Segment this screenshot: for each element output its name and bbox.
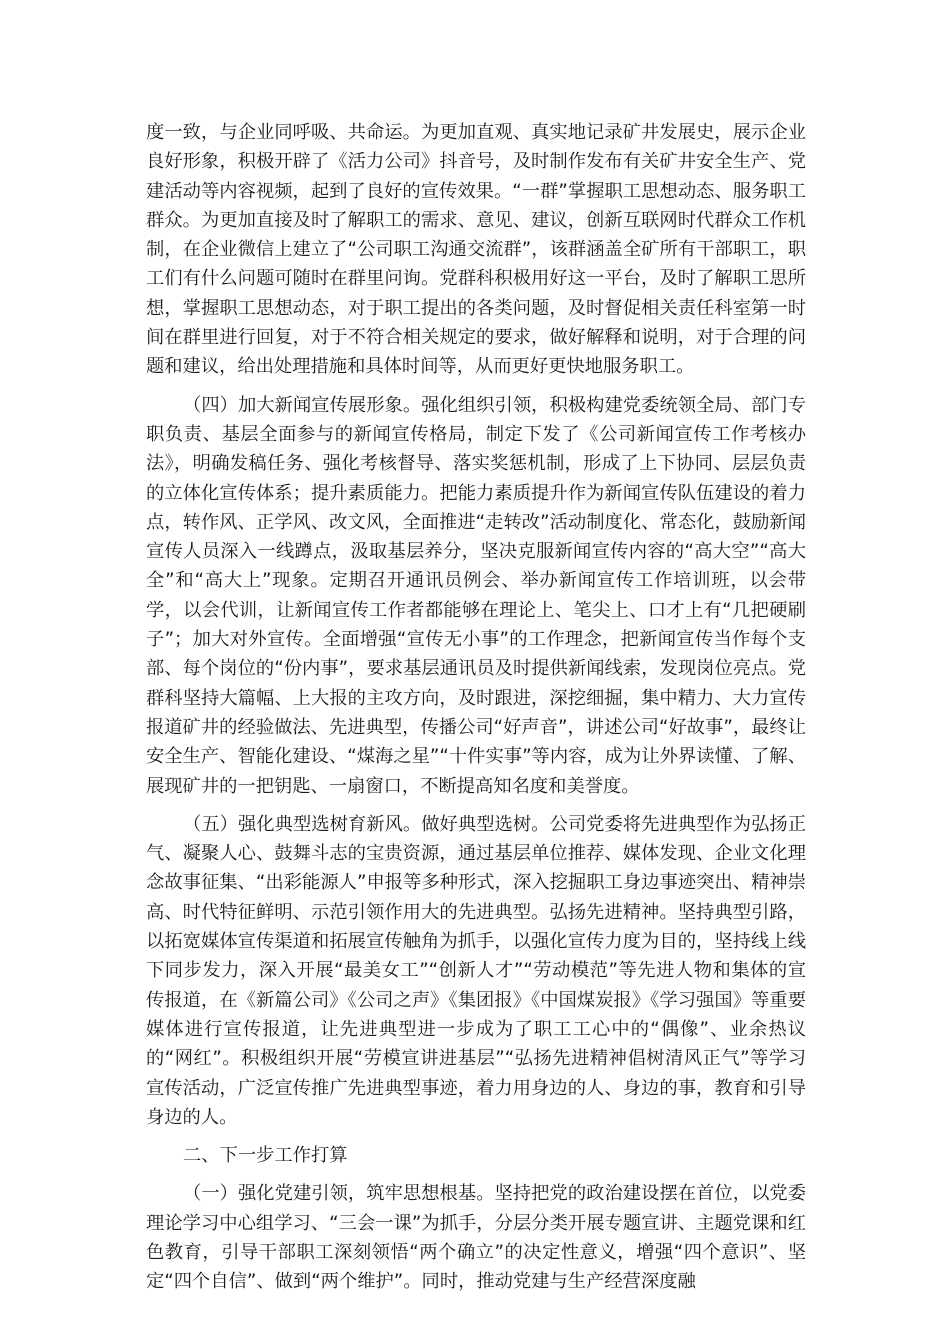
paragraph-news-publicity: （四）加大新闻宣传展形象。强化组织引领，积极构建党委统领全局、部门专职负责、基层全面参与的新闻宣传格局，制定下发了《公司新闻宣传工作考核办法》，明确发稿任务、强化考核督导、落实奖惩机制，形成了上下协同、层层负责的立体化宣传体系；提升素质能力。把能力素质提升作为新闻宣传队伍建设的着力点，转作风、正学风、改文风，全面推进“走转改”活动制度化、常态化，鼓励新闻宣传人员深入一线蹲点，汲取基层养分，坚决克服新闻宣传内容的“高大空”“高大全”和“高大上”现象。定期召开通讯员例会、举办新闻宣传工作培训班，以会带学，以会代训，让新闻宣传工作者都能够在理论上、笔尖上、口才上有“几把硬刷子”；加大对外宣传。全面增强“宣传无小事”的工作理念，把新闻宣传当作每个支部、每个岗位的“份内事”，要求基层通讯员及时提供新闻线索，发现岗位亮点。党群科坚持大篇幅、上大报的主攻方向，及时跟进，深挖细掘，集中精力、大力宣传报道矿井的经验做法、先进典型，传播公司“好声音”，讲述公司“好故事”，最终让安全生产、智能化建设、“煤海之星”“十件实事”等内容，成为让外界读懂、了解、展现矿井的一把钥匙、一扇窗口，不断提高知名度和美誉度。 (146, 394, 806, 797)
paragraph-party-building: （一）强化党建引领，筑牢思想根基。坚持把党的政治建设摆在首位，以党委理论学习中心组学习、“三会一课”为抓手，分层分类开展专题宣讲、主题党课和红色教育，引导干部职工深刻领悟“两个确立”的决定性意义，增强“四个意识”、坚定“四个自信”、做到“两个维护”。同时，推动党建与生产经营深度融 (146, 1183, 806, 1293)
section-heading-next-plans: 二、下一步工作打算 (183, 1145, 348, 1167)
paragraph-continuation: 度一致，与企业同呼吸、共命运。为更加直观、真实地记录矿井发展史，展示企业良好形象，积极开辟了《活力公司》抖音号，及时制作发布有关矿井安全生产、党建活动等内容视频，起到了良好的宣传效果。“一群”掌握职工思想动态、服务职工群众。为更加直接及时了解职工的需求、意见、建议，创新互联网时代群众工作机制，在企业微信上建立了“公司职工沟通交流群”，该群涵盖全矿所有干部职工，职工们有什么问题可随时在群里问询。党群科积极用好这一平台，及时了解职工思所想，掌握职工思想动态，对于职工提出的各类问题，及时督促相关责任科室第一时间在群里进行回复，对于不符合相关规定的要求，做好解释和说明，对于合理的问题和建议，给出处理措施和具体时间等，从而更好更快地服务职工。 (146, 122, 806, 378)
document-body (146, 118, 806, 1306)
paragraph-model-selection: （五）强化典型选树育新风。做好典型选树。公司党委将先进典型作为弘扬正气、凝聚人心、鼓舞斗志的宝贵资源，通过基层单位推荐、媒体发现、企业文化理念故事征集、“出彩能源人”申报等多种形式，深入挖掘职工身边事迹突出、精神崇高、时代特征鲜明、示范引领作用大的先进典型。弘扬先进精神。坚持典型引路，以拓宽媒体宣传渠道和拓展宣传触角为抓手，以强化宣传力度为目的，坚持线上线下同步发力，深入开展“最美女工”“创新人才”“劳动模范”等先进人物和集体的宣传报道，在《新篇公司》《公司之声》《集团报》《中国煤炭报》《学习强国》等重要媒体进行宣传报道，让先进典型进一步成为了职工工心中的“偶像”、业余热议的“网红”。积极组织开展“劳模宣讲进基层”“弘扬先进精神倡树清风正气”等学习宣传活动，广泛宣传推广先进典型事迹，着力用身边的人、身边的事，教育和引导身边的人。 (146, 813, 806, 1128)
